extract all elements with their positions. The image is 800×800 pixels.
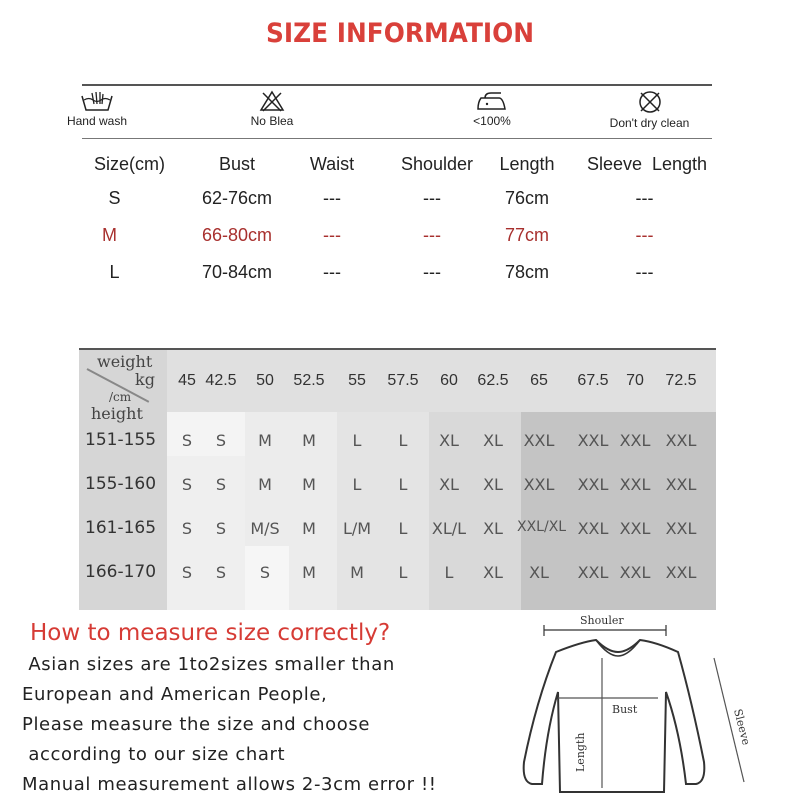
care-no-dry-clean <box>602 90 697 130</box>
waist-cell: --- <box>323 225 341 245</box>
header-length: Length <box>499 154 555 174</box>
waist-cell: --- <box>323 188 341 208</box>
corner-height: height <box>91 404 143 423</box>
waist-cell: --- <box>323 262 341 282</box>
size-cell: M <box>102 225 117 245</box>
size-grid-cell: XXL <box>665 431 697 450</box>
size-grid-cell: S <box>181 563 193 582</box>
size-grid-cell: XXL <box>523 475 555 494</box>
size-grid-cell: XXL <box>619 475 651 494</box>
sleeve-cell: --- <box>635 225 654 245</box>
size-grid-cell: L <box>352 475 362 494</box>
bust-cell: 70-84cm <box>201 262 273 282</box>
size-grid-cell: XL <box>483 431 503 450</box>
care-hand-wash <box>64 90 130 128</box>
note-line: according to our size chart <box>22 744 286 765</box>
diagram-shoulder-label: Shouler <box>580 614 624 627</box>
size-grid-cell: M <box>302 475 316 494</box>
size-grid-cell: XXL/XL <box>517 519 567 535</box>
weight-header-cell: 70 <box>626 372 644 389</box>
size-grid-cell: M <box>302 519 316 538</box>
diagram-length-label: Length <box>574 732 587 772</box>
note-line: European and American People, <box>22 684 328 705</box>
care-iron <box>462 90 522 128</box>
size-grid-cell: XL <box>483 519 503 538</box>
size-grid-cell: L <box>444 563 454 582</box>
height-cell: 166-170 <box>85 562 157 582</box>
corner-weight: weight <box>97 352 153 371</box>
size-grid-cell: XL/L <box>431 519 467 538</box>
height-cell: 151-155 <box>85 430 157 450</box>
size-grid-cell: L <box>398 475 408 494</box>
corner-kg: kg <box>135 370 155 389</box>
size-grid-cell: L <box>352 431 362 450</box>
size-grid-cell: S <box>215 519 227 538</box>
weight-header-cell: 62.5 <box>477 372 509 389</box>
size-grid-cell: M <box>258 431 272 450</box>
header-sleeve-length: Sleeve Length <box>586 154 708 174</box>
garment-outline-icon <box>524 640 705 792</box>
weight-header-cell: 42.5 <box>205 372 237 389</box>
length-cell: 76cm <box>504 188 549 208</box>
weight-header-cell: 45 <box>178 372 196 389</box>
howto-title: How to measure size correctly? <box>30 620 391 646</box>
size-grid-cell: XL <box>439 431 459 450</box>
size-grid-cell: XXL <box>523 431 555 450</box>
sleeve-cell: --- <box>635 262 654 282</box>
size-row-m <box>82 225 722 255</box>
bust-cell: 66-80cm <box>201 225 273 245</box>
iron-icon <box>475 90 509 112</box>
size-grid-cell: M <box>258 475 272 494</box>
size-cell: L <box>109 262 120 282</box>
care-label: Hand wash <box>66 114 128 128</box>
diagram-bust-label: Bust <box>612 703 638 716</box>
care-label: Don't dry clean <box>609 116 690 130</box>
size-grid-cell: XXL <box>619 519 651 538</box>
weight-header-cell: 65 <box>530 372 548 389</box>
size-grid-cell: L <box>398 519 408 538</box>
size-grid-cell: L/M <box>342 519 372 538</box>
no-bleach-icon <box>259 90 285 112</box>
note-line: Manual measurement allows 2-3cm error !! <box>22 774 437 795</box>
size-grid-cell: XXL <box>577 475 609 494</box>
size-row-l <box>82 262 722 292</box>
measurement-diagram <box>496 612 766 800</box>
diagram-sleeve-label: Sleeve <box>731 707 753 747</box>
size-grid-cell: S <box>259 563 271 582</box>
weight-header-cell: 50 <box>256 372 274 389</box>
size-grid-cell: XL <box>483 563 503 582</box>
height-cell: 161-165 <box>85 518 157 538</box>
size-grid-cell: S <box>181 519 193 538</box>
size-grid-cell: XXL <box>577 563 609 582</box>
corner-cm: /cm <box>109 390 132 404</box>
grid-top-line <box>79 348 716 350</box>
weight-header-cell: 67.5 <box>577 372 609 389</box>
sleeve-cell: --- <box>635 188 654 208</box>
size-grid-cell: S <box>215 431 227 450</box>
size-grid-cell: S <box>181 475 193 494</box>
header-size: Size(cm) <box>94 154 165 174</box>
size-grid-cell: S <box>215 563 227 582</box>
shoulder-cell: --- <box>423 262 441 282</box>
size-grid-cell: XXL <box>665 475 697 494</box>
care-instructions <box>66 84 712 139</box>
weight-height-grid <box>79 348 716 610</box>
size-grid-cell: XL <box>483 475 503 494</box>
bust-cell: 62-76cm <box>201 188 273 208</box>
size-grid-cell: S <box>181 431 193 450</box>
care-label: No Blea <box>250 114 294 128</box>
hand-wash-icon <box>80 90 114 112</box>
size-grid-cell: S <box>215 475 227 494</box>
size-table-header <box>82 154 722 184</box>
header-bust: Bust <box>218 154 256 174</box>
size-grid-cell: L <box>398 431 408 450</box>
care-no-bleach <box>237 90 307 128</box>
size-row-s <box>82 188 722 218</box>
size-grid-cell: XXL <box>665 519 697 538</box>
size-grid-cell: M <box>350 563 364 582</box>
length-cell: 78cm <box>504 262 549 282</box>
header-waist: Waist <box>309 154 355 174</box>
note-line: Please measure the size and choose <box>22 714 371 735</box>
weight-header-cell: 55 <box>348 372 366 389</box>
size-grid-cell: XXL <box>665 563 697 582</box>
note-line: Asian sizes are 1to2sizes smaller than <box>22 654 395 675</box>
weight-header-cell: 72.5 <box>665 372 697 389</box>
size-grid-cell: M <box>302 431 316 450</box>
page-title: SIZE INFORMATION <box>265 18 535 49</box>
shoulder-cell: --- <box>423 188 441 208</box>
shoulder-cell: --- <box>423 225 441 245</box>
size-grid-cell: XXL <box>577 519 609 538</box>
size-cell: S <box>108 188 121 208</box>
size-grid-cell: XXL <box>619 431 651 450</box>
size-grid-cell: XL <box>439 475 459 494</box>
size-grid-cell: XL <box>529 563 549 582</box>
weight-header-cell: 60 <box>440 372 458 389</box>
size-grid-cell: XXL <box>577 431 609 450</box>
size-grid-cell: M <box>302 563 316 582</box>
header-shoulder: Shoulder <box>400 154 474 174</box>
weight-header-cell: 52.5 <box>293 372 325 389</box>
care-label: <100% <box>473 114 511 128</box>
size-grid-cell: L <box>398 563 408 582</box>
height-cell: 155-160 <box>85 474 157 494</box>
weight-header-cell: 57.5 <box>387 372 419 389</box>
no-dry-clean-icon <box>637 90 663 114</box>
size-grid-cell: M/S <box>250 519 280 538</box>
length-cell: 77cm <box>504 225 549 245</box>
size-grid-cell: XXL <box>619 563 651 582</box>
